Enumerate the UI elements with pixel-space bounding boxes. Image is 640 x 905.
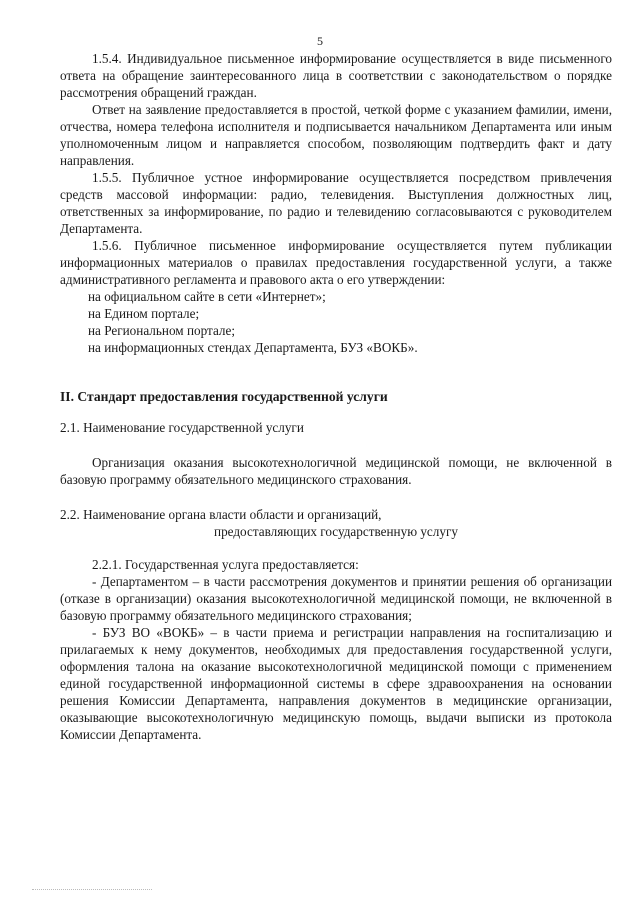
footer-scan-mark — [32, 889, 152, 893]
subsection-2-2-title-line-1: 2.2. Наименование органа власти области и организаций, — [60, 507, 382, 522]
paragraph-answer: Ответ на заявление предоставляется в простой, четкой форме с указанием фамилии, имени, отчества, номера телефона исполнителя и подписывается начальником Департамента или иным уполномоченным лицом и направляется способом, позволяющим подтвердить факт и дату направления. — [60, 102, 612, 168]
list-item-official-site: на официальном сайте в сети «Интернет»; — [88, 289, 326, 304]
document-body — [60, 50, 612, 743]
list-item-regional-portal: на Региональном портале; — [88, 323, 236, 338]
paragraph-department: - Департаментом – в части рассмотрения документов и принятии решения об организации (отказе в организации) оказания высокотехнологичной медицинской помощи, не включенной в базовую программу обязательного медицинского страхования; — [60, 574, 612, 623]
paragraph-1-5-5: 1.5.5. Публичное устное информирование осуществляется посредством привлечения средств массовой информации: радио, телевидения. Выступления должностных лиц, ответственных за информирование, по радио и телевидению согласовываются с руководителем Департамента. — [60, 170, 612, 236]
subsection-2-2-title-line-2: предоставляющих государственную услугу — [214, 524, 458, 539]
paragraph-2-2-1: 2.2.1. Государственная услуга предоставляется: — [92, 557, 359, 572]
list-item-single-portal: на Едином портале; — [88, 306, 200, 321]
subsection-2-1-text: Организация оказания высокотехнологичной медицинской помощи, не включенной в базовую программу обязательного медицинского страхования. — [60, 455, 612, 487]
page-number: 5 — [317, 34, 323, 48]
section-title: II. Стандарт предоставления государственной услуги — [60, 389, 388, 404]
paragraph-buz-vokb: - БУЗ ВО «ВОКБ» – в части приема и регистрации направления на госпитализацию и прилагаемых к нему документов, необходимых для предоставления государственной услуги, оформления талона на оказание высокотехнологичной медицинской помощи с применением единой государственной информационной системы в сфере здравоохранения на основании решения Комиссии Департамента, направления документов в медицинские организации, оказывающие высокотехнологичную медицинскую помощь, выдачи выписки из протокола Комиссии Департамента. — [60, 625, 612, 742]
list-item-info-stands: на информационных стендах Департамента, БУЗ «ВОКБ». — [88, 340, 418, 355]
paragraph-1-5-6: 1.5.6. Публичное письменное информирование осуществляется путем публикации информационных материалов о правилах предоставления государственной услуги, а также административного регламента и правового акта о его утверждении: — [60, 238, 612, 287]
subsection-2-1-title: 2.1. Наименование государственной услуги — [60, 420, 304, 435]
paragraph-1-5-4: 1.5.4. Индивидуальное письменное информирование осуществляется в виде письменного ответа на обращение заинтересованного лица в соответствии с законодательством о порядке рассмотрения обращений граждан. — [60, 51, 612, 100]
